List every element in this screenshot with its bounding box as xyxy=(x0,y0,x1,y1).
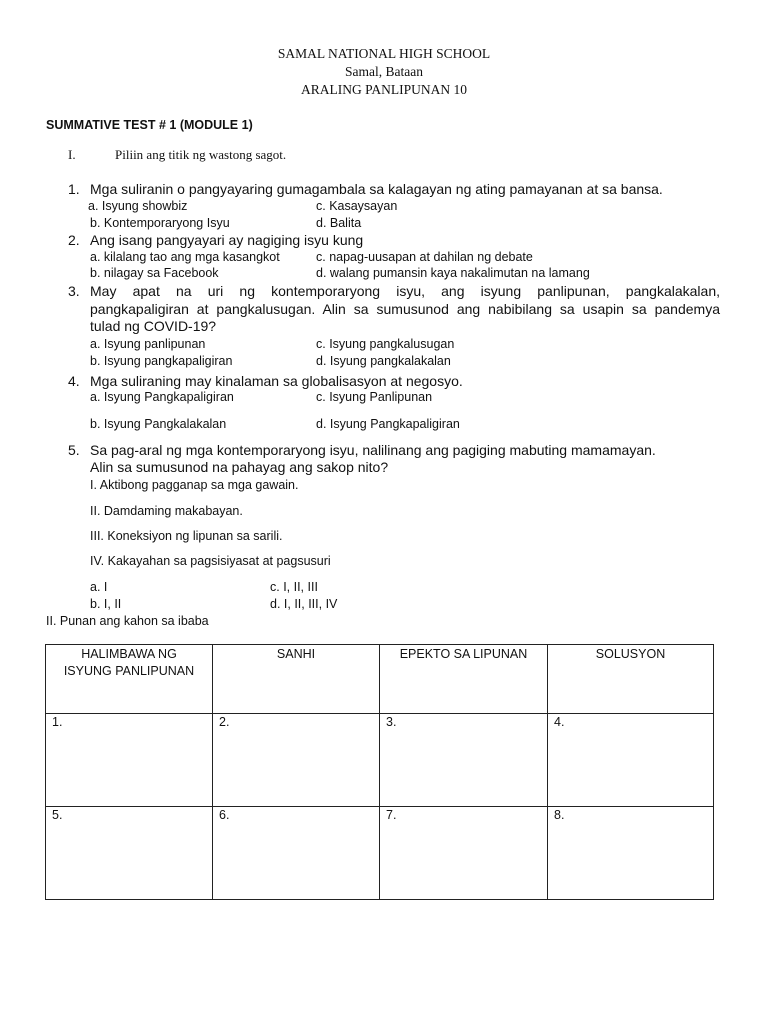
choice-c: c. Isyung Panlipunan xyxy=(316,390,433,404)
choice-d: d. I, II, III, IV xyxy=(270,597,338,611)
question-text-line: pangkapaligiran at pangkalusugan. Alin sa sumusunod ang nabibilang sa usapin sa pandemya xyxy=(90,300,720,317)
part1-instruction: Piliin ang titik ng wastong sagot. xyxy=(115,147,287,162)
answer-cell[interactable]: 8. xyxy=(548,807,714,900)
header-text-line: SOLUSYON xyxy=(595,647,666,661)
choice-b: b. Isyung Pangkalakalan xyxy=(90,417,227,431)
choice-a: a. Isyung showbiz xyxy=(88,199,188,213)
statement-3: III. Koneksiyon ng lipunan sa sarili. xyxy=(90,529,283,543)
part2-instruction: II. Punan ang kahon sa ibaba xyxy=(46,614,209,628)
choice-a: a. kilalang tao ang mga kasangkot xyxy=(90,250,280,264)
choice-c: c. I, II, III xyxy=(270,580,318,594)
part1-numeral: I. xyxy=(68,147,76,162)
table-row xyxy=(46,807,714,900)
question-text-line: May apat na uri ng kontemporaryong isyu, ang isyung panlipunan, pangkalakalan, xyxy=(90,283,720,299)
question-text-line: tulad ng COVID-19? xyxy=(90,318,217,334)
choice-d: d. Isyung Pangkapaligiran xyxy=(316,417,460,431)
choice-d: d. Isyung pangkalakalan xyxy=(316,354,451,368)
table-header-row xyxy=(46,645,714,714)
table-header-cell xyxy=(46,645,213,714)
question-text: Ang isang pangyayari ay nagiging isyu kung xyxy=(90,232,364,248)
answer-cell[interactable]: 5. xyxy=(46,807,213,900)
choice-c: c. Isyung pangkalusugan xyxy=(316,337,455,351)
question-text-line: Sa pag-aral ng mga kontemporaryong isyu, nalilinang ang pagiging mabuting mamamayan. xyxy=(90,442,656,458)
answer-cell[interactable]: 2. xyxy=(213,714,380,807)
choice-c: c. Kasaysayan xyxy=(316,199,398,213)
test-title: SUMMATIVE TEST # 1 (MODULE 1) xyxy=(46,118,253,132)
choice-a: a. I xyxy=(90,580,108,594)
answer-cell[interactable]: 3. xyxy=(380,714,548,807)
question-text-line: Alin sa sumusunod na pahayag ang sakop nito? xyxy=(90,459,389,475)
answer-cell[interactable]: 7. xyxy=(380,807,548,900)
statement-2: II. Damdaming makabayan. xyxy=(90,504,243,518)
header-text-line: ISYUNG PANLIPUNAN xyxy=(63,664,195,678)
question-text: Mga suliraning may kinalaman sa globalisasyon at negosyo. xyxy=(90,373,463,389)
statement-1: I. Aktibong pagganap sa mga gawain. xyxy=(90,478,299,492)
choice-b: b. I, II xyxy=(90,597,122,611)
question-number: 1. xyxy=(68,181,80,197)
answer-cell[interactable]: 6. xyxy=(213,807,380,900)
question-number: 4. xyxy=(68,373,80,389)
choice-a: a. Isyung Pangkapaligiran xyxy=(90,390,234,404)
choice-b: b. nilagay sa Facebook xyxy=(90,266,219,280)
statement-4: IV. Kakayahan sa pagsisiyasat at pagsusuri xyxy=(90,554,331,568)
table-header-cell xyxy=(548,645,714,714)
answer-table xyxy=(45,644,714,900)
question-text: Mga suliranin o pangyayaring gumagambala sa kalagayan ng ating pamayanan at sa bansa. xyxy=(90,181,663,197)
question-text xyxy=(90,283,720,336)
answer-cell[interactable]: 4. xyxy=(548,714,714,807)
answer-cell[interactable]: 1. xyxy=(46,714,213,807)
table-header-cell xyxy=(213,645,380,714)
header-text-line: HALIMBAWA NG xyxy=(81,647,177,661)
choice-b: b. Kontemporaryong Isyu xyxy=(90,216,230,230)
question-number: 5. xyxy=(68,442,80,458)
choice-c: c. napag-uusapan at dahilan ng debate xyxy=(316,250,533,264)
choice-b: b. Isyung pangkapaligiran xyxy=(90,354,233,368)
header-text-line: EPEKTO SA LIPUNAN xyxy=(399,647,528,661)
choice-a: a. Isyung panlipunan xyxy=(90,337,206,351)
question-number: 2. xyxy=(68,232,80,248)
school-location: Samal, Bataan xyxy=(345,64,423,79)
question-number: 3. xyxy=(68,283,80,299)
table-row xyxy=(46,714,714,807)
header-text-line: SANHI xyxy=(276,647,316,661)
choice-d: d. Balita xyxy=(316,216,362,230)
table-header-cell xyxy=(380,645,548,714)
choice-d: d. walang pumansin kaya nakalimutan na lamang xyxy=(316,266,590,280)
subject-title: ARALING PANLIPUNAN 10 xyxy=(300,82,467,97)
school-name: SAMAL NATIONAL HIGH SCHOOL xyxy=(277,46,491,61)
